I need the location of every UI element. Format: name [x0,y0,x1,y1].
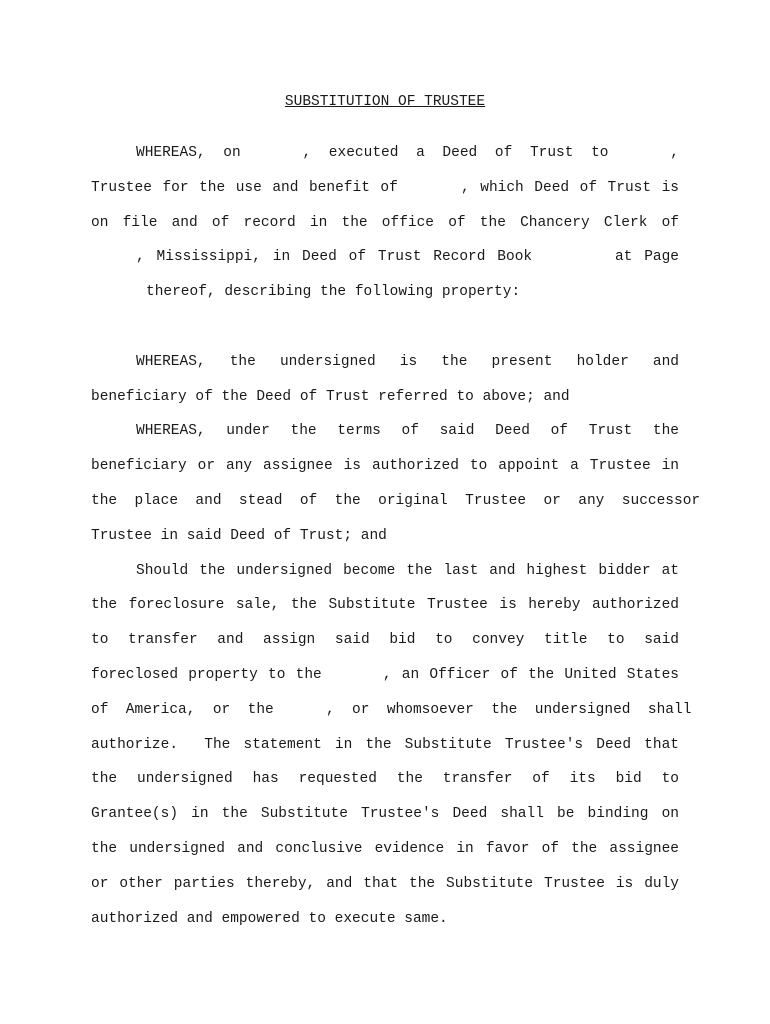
body-line: the undersigned and conclusive evidence in favor of the assignee [91,840,679,857]
body-line: Grantee(s) in the Substitute Trustee's Deed shall be binding on [91,806,679,823]
body-line: the place and stead of the original Trustee or any successor [91,492,701,509]
body-line: Trustee in said Deed of Trust; and [91,527,387,544]
body-line: WHEREAS, the undersigned is the present holder and [136,353,679,370]
body-line: , Mississippi, in Deed of Trust Record Book at Page [136,249,679,266]
body-line: the foreclosure sale, the Substitute Trustee is hereby authorized [91,597,679,614]
body-line: foreclosed property to the , an Officer of the United States [91,666,679,683]
blank-line [91,317,679,352]
body-line: on file and of record in the office of the Chancery Clerk of [91,214,679,231]
body-line: Should the undersigned become the last and highest bidder at [136,562,679,579]
body-line: authorize. The statement in the Substitute Trustee's Deed that [91,736,679,753]
body-line: thereof, describing the following property: [146,284,521,301]
body-line: beneficiary of the Deed of Trust referred to above; and [91,388,570,405]
body-line: or other parties thereby, and that the Substitute Trustee is duly [91,875,679,892]
document-title: SUBSTITUTION OF TRUSTEE [284,94,486,110]
body-line: WHEREAS, on , executed a Deed of Trust to , [136,145,679,161]
document-body [91,143,701,943]
body-line: beneficiary or any assignee is authorized to appoint a Trustee in [91,458,679,475]
body-line: WHEREAS, under the terms of said Deed of Trust the [136,423,679,440]
body-line: to transfer and assign said bid to convey title to said [91,632,679,649]
body-line: authorized and empowered to execute same. [91,910,448,927]
body-line: of America, or the , or whomsoever the undersigned shall [91,701,692,718]
body-line: the undersigned has requested the transfer of its bid to [91,771,679,788]
body-line: Trustee for the use and benefit of , which Deed of Trust is [91,179,679,196]
